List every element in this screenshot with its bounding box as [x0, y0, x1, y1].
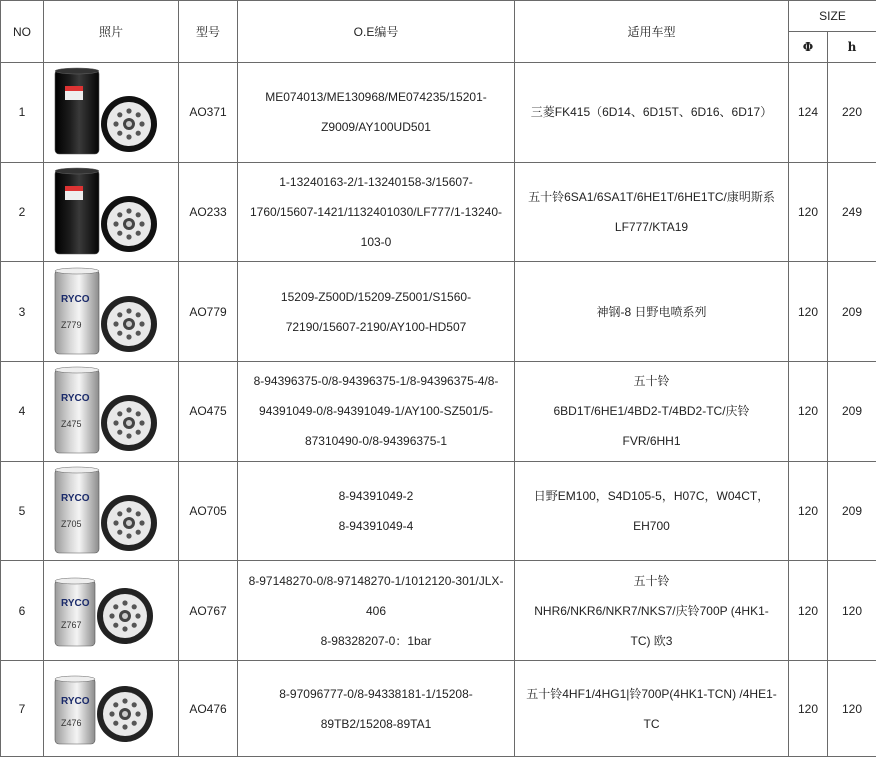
- oe-number-line: 8-98328207-0：1bar: [240, 626, 512, 656]
- application-line: 五十铃4HF1/4HG1|铃700P(4HK1-TCN) /4HE1-: [517, 679, 786, 709]
- oe-number-line: ME074013/ME130968/ME074235/15201-: [240, 82, 512, 112]
- oe-number-line: 406: [240, 596, 512, 626]
- oil-filter-image: [51, 65, 171, 159]
- vehicle-application: [515, 162, 789, 262]
- application-line: 日野EM100，S4D105-5，H07C，W04CT，: [517, 481, 786, 511]
- svg-text:RYCO: RYCO: [61, 598, 90, 609]
- photo-cell: [44, 461, 179, 561]
- photo-cell: [44, 262, 179, 362]
- application-line: 三菱FK415（6D14、6D15T、6D16、6D17）: [517, 97, 786, 127]
- oil-filter-image: [51, 364, 171, 458]
- application-line: 神钢-8 日野电喷系列: [517, 297, 786, 327]
- table-row: [1, 63, 876, 163]
- photo-cell: [44, 561, 179, 661]
- header-no: NO: [1, 1, 44, 63]
- row-number: 5: [1, 461, 44, 561]
- header-application: 适用车型: [515, 1, 789, 63]
- header-oe: O.E编号: [238, 1, 515, 63]
- size-height: 120: [828, 561, 876, 661]
- svg-text:RYCO: RYCO: [61, 393, 90, 404]
- table-row: [1, 461, 876, 561]
- header-photo: 照片: [44, 1, 179, 63]
- oe-numbers: [238, 362, 515, 462]
- oe-number-line: 8-97096777-0/8-94338181-1/15208-: [240, 679, 512, 709]
- size-height: 209: [828, 362, 876, 462]
- size-height: 220: [828, 63, 876, 163]
- vehicle-application: [515, 461, 789, 561]
- header-h: h: [828, 32, 876, 63]
- oe-numbers: [238, 162, 515, 262]
- oe-numbers: [238, 461, 515, 561]
- size-height: 249: [828, 162, 876, 262]
- application-line: TC) 欧3: [517, 626, 786, 656]
- size-height: 209: [828, 262, 876, 362]
- oe-numbers: [238, 63, 515, 163]
- application-line: TC: [517, 709, 786, 739]
- oil-filter-image: [51, 265, 171, 359]
- photo-cell: [44, 63, 179, 163]
- application-line: 6BD1T/6HE1/4BD2-T/4BD2-TC/庆铃: [517, 396, 786, 426]
- size-diameter: 120: [789, 561, 828, 661]
- model-code: AO475: [179, 362, 238, 462]
- application-line: FVR/6HH1: [517, 426, 786, 456]
- vehicle-application: [515, 63, 789, 163]
- oe-number-line: Z9009/AY100UD501: [240, 112, 512, 142]
- table-row: [1, 362, 876, 462]
- oil-filter-image: [51, 564, 171, 658]
- vehicle-application: [515, 362, 789, 462]
- oil-filter-image: [51, 464, 171, 558]
- header-model: 型号: [179, 1, 238, 63]
- oe-numbers: [238, 661, 515, 757]
- application-line: LF777/KTA19: [517, 212, 786, 242]
- size-diameter: 120: [789, 461, 828, 561]
- svg-text:Z767: Z767: [61, 620, 82, 630]
- oe-number-line: 8-94396375-0/8-94396375-1/8-94396375-4/8-: [240, 366, 512, 396]
- oe-number-line: 103-0: [240, 227, 512, 257]
- model-code: AO779: [179, 262, 238, 362]
- svg-text:Z779: Z779: [61, 320, 82, 330]
- photo-cell: [44, 661, 179, 757]
- oe-number-line: 72190/15607-2190/AY100-HD507: [240, 312, 512, 342]
- row-number: 6: [1, 561, 44, 661]
- row-number: 7: [1, 661, 44, 757]
- size-diameter: 124: [789, 63, 828, 163]
- header-phi: Φ: [789, 32, 828, 63]
- header-size: SIZE: [789, 1, 876, 32]
- application-line: EH700: [517, 511, 786, 541]
- application-line: NHR6/NKR6/NKR7/NKS7/庆铃700P (4HK1-: [517, 596, 786, 626]
- svg-text:Z475: Z475: [61, 419, 82, 429]
- svg-text:Z476: Z476: [61, 718, 82, 728]
- header-row-top: [1, 1, 876, 32]
- svg-text:Z705: Z705: [61, 519, 82, 529]
- vehicle-application: [515, 262, 789, 362]
- svg-text:RYCO: RYCO: [61, 493, 90, 504]
- oil-filter-image: [51, 662, 171, 756]
- photo-cell: [44, 362, 179, 462]
- oe-number-line: 8-94391049-4: [240, 511, 512, 541]
- photo-cell: [44, 162, 179, 262]
- svg-text:RYCO: RYCO: [61, 294, 90, 305]
- table-row: [1, 262, 876, 362]
- size-diameter: 120: [789, 162, 828, 262]
- row-number: 2: [1, 162, 44, 262]
- size-height: 120: [828, 661, 876, 757]
- row-number: 1: [1, 63, 44, 163]
- size-diameter: 120: [789, 362, 828, 462]
- application-line: 五十铃: [517, 566, 786, 596]
- vehicle-application: [515, 561, 789, 661]
- table-row: [1, 162, 876, 262]
- application-line: 五十铃6SA1/6SA1T/6HE1T/6HE1TC/康明斯系: [517, 182, 786, 212]
- oe-number-line: 89TB2/15208-89TA1: [240, 709, 512, 739]
- model-code: AO233: [179, 162, 238, 262]
- size-diameter: 120: [789, 262, 828, 362]
- oe-number-line: 1-13240163-2/1-13240158-3/15607-: [240, 167, 512, 197]
- oe-numbers: [238, 262, 515, 362]
- svg-text:RYCO: RYCO: [61, 696, 90, 707]
- row-number: 4: [1, 362, 44, 462]
- table-row: [1, 561, 876, 661]
- oe-number-line: 87310490-0/8-94396375-1: [240, 426, 512, 456]
- application-line: 五十铃: [517, 366, 786, 396]
- oe-numbers: [238, 561, 515, 661]
- row-number: 3: [1, 262, 44, 362]
- oe-number-line: 1760/15607-1421/1132401030/LF777/1-13240-: [240, 197, 512, 227]
- vehicle-application: [515, 661, 789, 757]
- oe-number-line: 15209-Z500D/15209-Z5001/S1560-: [240, 282, 512, 312]
- oil-filter-image: [51, 165, 171, 259]
- oe-number-line: 8-94391049-2: [240, 481, 512, 511]
- table-row: [1, 661, 876, 757]
- table-body: [1, 63, 876, 757]
- model-code: AO705: [179, 461, 238, 561]
- oe-number-line: 94391049-0/8-94391049-1/AY100-SZ501/5-: [240, 396, 512, 426]
- size-diameter: 120: [789, 661, 828, 757]
- model-code: AO767: [179, 561, 238, 661]
- model-code: AO371: [179, 63, 238, 163]
- model-code: AO476: [179, 661, 238, 757]
- size-height: 209: [828, 461, 876, 561]
- oe-number-line: 8-97148270-0/8-97148270-1/1012120-301/JLX-: [240, 566, 512, 596]
